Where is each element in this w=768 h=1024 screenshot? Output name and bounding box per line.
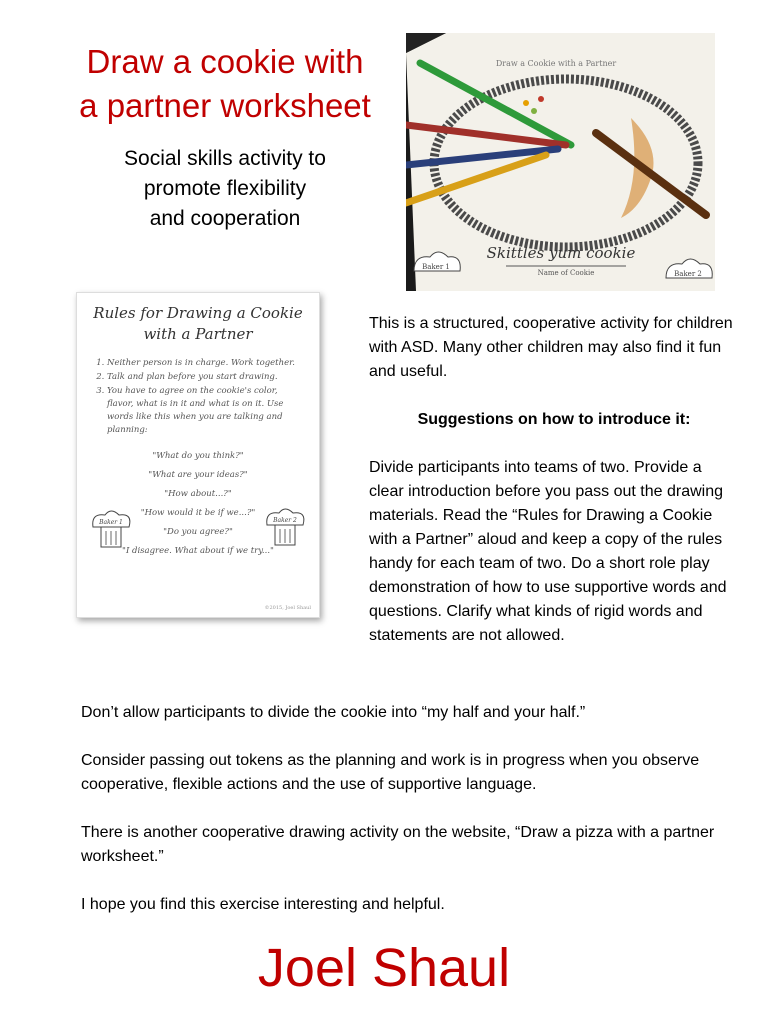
body-paragraph: Consider passing out tokens as the planning and work is in progress when you observe cooperative, flexible actions and the use of supportive language.	[81, 752, 700, 793]
worksheet-phrase: "How about...?"	[164, 489, 232, 499]
worksheet-rule: 1. Neither person is in charge. Work together.	[107, 357, 301, 370]
subtitle-line-3: and cooperation	[149, 207, 301, 230]
body-paragraph: I hope you find this exercise interesting and helpful.	[81, 896, 445, 913]
body-paragraph: Don’t allow participants to divide the cookie into “my half and your half.”	[81, 704, 586, 721]
cookie-name-label: Name of Cookie	[537, 269, 595, 277]
worksheet-phrase: "What do you think?"	[152, 451, 244, 461]
page-title	[40, 40, 410, 128]
suggestions-heading: Suggestions on how to introduce it:	[417, 411, 691, 428]
page-subtitle	[80, 144, 370, 234]
worksheet-phrase: "Do you agree?"	[163, 527, 233, 537]
svg-text:Baker 2: Baker 2	[273, 517, 297, 524]
photo-illustration	[406, 33, 715, 291]
worksheet-phrase: "What are your ideas?"	[148, 470, 248, 480]
svg-text:Baker 1: Baker 1	[99, 519, 123, 526]
worksheet-title	[77, 303, 319, 345]
baker-1-hat-icon	[89, 507, 133, 551]
worksheet-title-line-2: with a Partner	[143, 325, 253, 343]
subtitle-line-2: promote flexibility	[143, 177, 307, 200]
worksheet-phrase: "How would it be if we...?"	[140, 508, 256, 518]
rules-worksheet-thumbnail	[76, 292, 320, 618]
worksheet-rule: 3. You have to agree on the cookie's color, flavor, what is in it and what is on it. Use words like this when you are talking and planning:	[107, 385, 301, 437]
cookie-drawing-photo	[406, 33, 715, 291]
photo-baker-1: Baker 1	[422, 263, 450, 271]
photo-baker-2: Baker 2	[674, 270, 702, 278]
baker-2-hat-icon	[263, 505, 307, 549]
body-section	[81, 701, 731, 941]
worksheet-copyright: ©2015, Joel Shaul	[264, 605, 311, 611]
worksheet-rule: 2. Talk and plan before you start drawing.	[107, 371, 301, 384]
cookie-name-text: Skittles yum cookie	[486, 244, 636, 262]
worksheet-title-line-1: Rules for Drawing a Cookie	[93, 304, 303, 322]
title-line-2: a partner worksheet	[79, 87, 371, 124]
intro-section	[369, 312, 739, 672]
author-name: Joel Shaul	[257, 938, 511, 998]
photo-sheet-title: Draw a Cookie with a Partner	[495, 59, 617, 68]
title-line-1: Draw a cookie with	[86, 43, 364, 80]
worksheet-rules-list	[107, 357, 301, 437]
subtitle-line-1: Social skills activity to	[124, 147, 326, 170]
intro-paragraph: This is a structured, cooperative activity for children with ASD. Many other children may also find it fun and useful.	[369, 315, 733, 380]
body-paragraph: There is another cooperative drawing activity on the website, “Draw a pizza with a partner worksheet.”	[81, 824, 715, 865]
intro-paragraph: Divide participants into teams of two. Provide a clear introduction before you pass out the drawing materials. Read the “Rules for Drawing a Cookie with a Partner” aloud and keep a copy of the rules handy for each team of two. Do a short role play demonstration of how to use supportive words and questions. Clarify what kinds of rigid words and statements are not allowed.	[369, 459, 727, 644]
worksheet-phrase: "I disagree. What about if we try..."	[122, 546, 274, 556]
